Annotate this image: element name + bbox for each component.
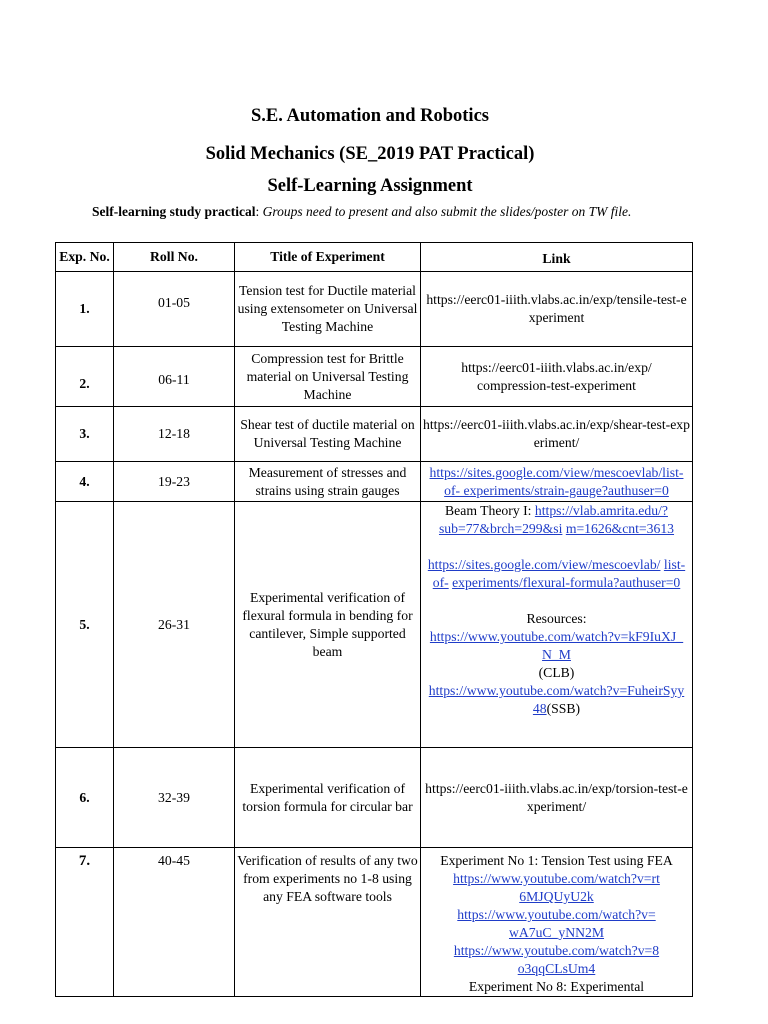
table-row: [56, 502, 693, 748]
course-title: Solid Mechanics (SE_2019 PAT Practical): [205, 144, 535, 164]
roll-no: 01-05: [114, 272, 235, 347]
sites-link-part3[interactable]: of-: [432, 575, 449, 590]
youtube-link-ssb[interactable]: https://www.youtube.com/watch?v=FuheirSyy: [428, 683, 685, 698]
document-title: S.E. Automation and Robotics: [251, 106, 489, 126]
exp8-label: Experiment No 8: Experimental: [468, 979, 645, 994]
exp-no: 4.: [56, 462, 114, 502]
youtube-link-a[interactable]: https://www.youtube.com/watch?v=rt6MJQUyU2k: [453, 871, 660, 904]
experiment-title: Measurement of stresses and strains using strain gauges: [235, 462, 421, 502]
exp-no: 5.: [56, 502, 114, 748]
intro-lead: Self-learning study practical: [92, 204, 256, 219]
vlab-link[interactable]: https://vlab.amrita.edu/?sub=77&brch=299&si: [438, 503, 668, 536]
beam-theory-line: [423, 502, 690, 538]
youtube-link-b[interactable]: https://www.youtube.com/watch?v=wA7uC_yNN2M: [457, 907, 656, 940]
roll-no: 26-31: [114, 502, 235, 748]
experiment-title: Verification of results of any two from experiments no 1-8 using any FEA software tools: [235, 848, 421, 997]
header-title: Title of Experiment: [235, 243, 421, 272]
roll-no: 19-23: [114, 462, 235, 502]
assignment-title: Self-Learning Assignment: [267, 176, 473, 196]
header-roll-no: Roll No.: [114, 243, 235, 272]
experiment-title: Experimental verification of flexural formula in bending for cantilever, Simple supported beam: [235, 502, 421, 748]
youtube-link-c[interactable]: https://www.youtube.com/watch?v=8o3qqCLsUm4: [453, 943, 660, 976]
table-row: [56, 347, 693, 407]
roll-no: 40-45: [114, 848, 235, 997]
sites-link-line: [423, 556, 690, 592]
experiment-link[interactable]: https://eerc01-iiith.vlabs.ac.in/exp/shear-test-experiment/: [421, 407, 693, 462]
exp-no: 2.: [56, 347, 114, 407]
experiment-title: Compression test for Brittle material on Universal Testing Machine: [235, 347, 421, 407]
sites-link-part4[interactable]: experiments/flexural-formula?authuser=0: [452, 575, 681, 590]
beam-theory-label: Beam Theory I:: [445, 503, 535, 518]
table-row: [56, 848, 693, 997]
exp-no: 6.: [56, 748, 114, 848]
sites-link-part2[interactable]: list-: [663, 557, 686, 572]
sites-link[interactable]: https://sites.google.com/view/mescoevlab/: [427, 557, 661, 572]
header-link: Link: [421, 243, 693, 272]
exp1-fea-label: Experiment No 1: Tension Test using FEA: [440, 853, 673, 868]
table-row: [56, 748, 693, 848]
experiment-title: Tension test for Ductile material using extensometer on Universal Testing Machine: [235, 272, 421, 347]
youtube-link-clb[interactable]: https://www.youtube.com/watch?v=kF9IuXJ_ N_M: [429, 629, 684, 662]
experiment-link[interactable]: https://eerc01-iiith.vlabs.ac.in/exp/tensile-test-experiment: [421, 272, 693, 347]
experiment-title: Shear test of ductile material on Universal Testing Machine: [235, 407, 421, 462]
resources-label: Resources:: [526, 611, 587, 626]
experiment-link-group: [421, 848, 693, 997]
roll-no: 06-11: [114, 347, 235, 407]
table-row: [56, 462, 693, 502]
header-exp-no: Exp. No.: [56, 243, 114, 272]
experiment-title: Experimental verification of torsion formula for circular bar: [235, 748, 421, 848]
ssb-line: [423, 700, 690, 718]
experiment-link-group: [421, 502, 693, 748]
exp-no: 1.: [56, 272, 114, 347]
table-header-row: [56, 243, 693, 272]
clb-note: (CLB): [538, 665, 575, 680]
exp-no: 3.: [56, 407, 114, 462]
roll-no: 32-39: [114, 748, 235, 848]
intro-colon: :: [255, 204, 263, 219]
experiment-link[interactable]: https://eerc01-iiith.vlabs.ac.in/exp/ compression-test-experiment: [421, 347, 693, 407]
experiment-link[interactable]: https://sites.google.com/view/mescoevlab/list-of- experiments/strain-gauge?authuser=0: [421, 462, 693, 502]
roll-no: 12-18: [114, 407, 235, 462]
intro-text: [92, 204, 752, 220]
table-row: [56, 407, 693, 462]
vlab-link-cont[interactable]: m=1626&cnt=3613: [565, 521, 675, 536]
experiments-table: [55, 242, 693, 997]
table-row: [56, 272, 693, 347]
experiment-link[interactable]: https://eerc01-iiith.vlabs.ac.in/exp/torsion-test-experiment/: [421, 748, 693, 848]
youtube-link-ssb-cont[interactable]: 48: [532, 701, 547, 716]
intro-rest: Groups need to present and also submit the slides/poster on TW file.: [262, 204, 632, 219]
ssb-note: (SSB): [546, 701, 581, 716]
exp-no: 7.: [56, 848, 114, 997]
